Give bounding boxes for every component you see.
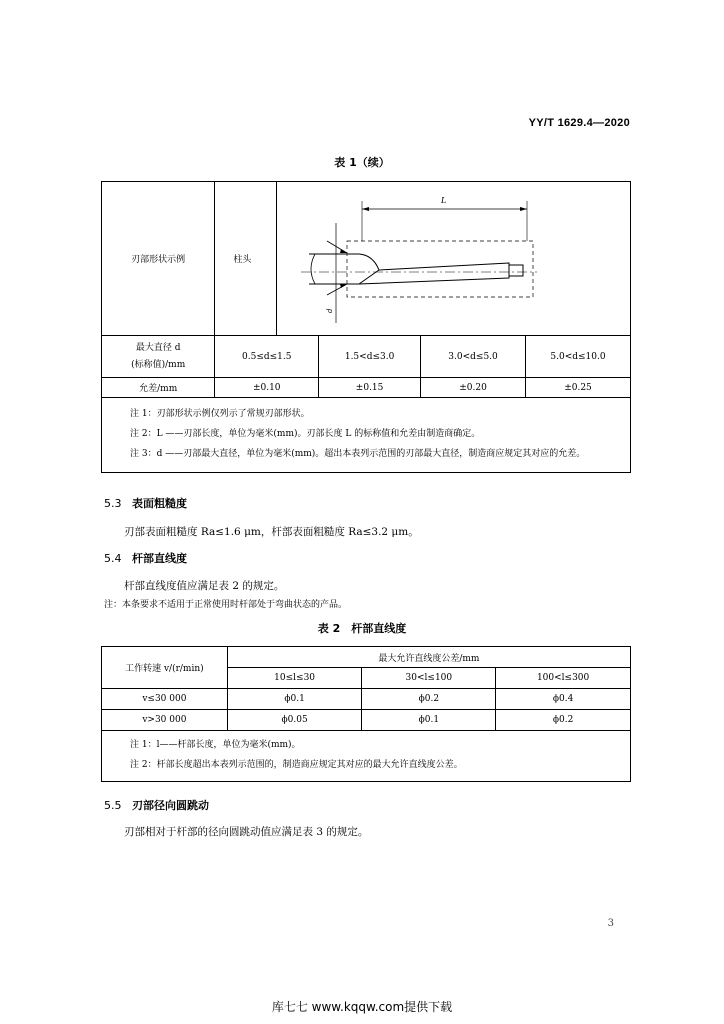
value-cell: ϕ0.1 <box>362 710 496 731</box>
section-5-5-heading <box>104 797 209 813</box>
tolerance-4: ±0.25 <box>526 378 631 398</box>
tolerance-2: ±0.15 <box>319 378 421 398</box>
table1-note-1: 注 1：刃部形状示例仅列示了常规刃部形状。 <box>130 409 310 419</box>
tolerance-header: 最大允许直线度公差/mm <box>227 647 630 668</box>
speed-header: 工作转速 v/(r/min) <box>102 647 228 689</box>
value-cell: ϕ0.1 <box>227 689 362 710</box>
diameter-label-line1: 最大直径 d <box>135 342 181 353</box>
speed-cell: v>30 000 <box>102 710 228 731</box>
range-header-1: 10≤l≤30 <box>227 668 362 689</box>
section-5-5-title: 刃部径向圆跳动 <box>132 799 209 812</box>
table2-notes <box>102 731 631 782</box>
diameter-label <box>102 336 215 378</box>
table1-row-notes <box>102 398 631 473</box>
table2-caption: 表 2 杆部直线度 <box>317 622 407 635</box>
section-5-5-text: 刃部相对于杆部的径向圆跳动值应满足表 3 的规定。 <box>124 826 369 838</box>
table2 <box>101 646 631 782</box>
shape-label: 刃部形状示例 <box>102 182 215 336</box>
diameter-range-3: 3.0<d≤5.0 <box>421 336 526 378</box>
tolerance-3: ±0.20 <box>421 378 526 398</box>
dim-L-label: L <box>440 195 446 205</box>
shape-diagram-cell <box>277 182 631 336</box>
table1-caption: 表 1（续） <box>334 156 390 169</box>
tolerance-label: 允差/mm <box>102 378 215 398</box>
standard-code: YY/T 1629.4—2020 <box>528 117 630 129</box>
table2-header-row-1 <box>102 647 631 668</box>
diameter-label-line2: (标称值)/mm <box>131 359 186 370</box>
tolerance-1: ±0.10 <box>215 378 319 398</box>
table2-note-2: 注 2：杆部长度超出本表列示范围的，制造商应规定其对应的最大允许直线度公差。 <box>130 760 463 770</box>
section-5-3-heading <box>104 495 187 511</box>
shape-type: 柱头 <box>215 182 277 336</box>
table1-row-diameter <box>102 336 631 378</box>
table1-row-tolerance <box>102 378 631 398</box>
range-header-3: 100<l≤300 <box>496 668 631 689</box>
speed-cell: v≤30 000 <box>102 689 228 710</box>
table1-row-shape <box>102 182 631 336</box>
value-cell: ϕ0.2 <box>362 689 496 710</box>
table-row <box>102 689 631 710</box>
section-5-3-text: 刃部表面粗糙度 Ra≤1.6 μm，杆部表面粗糙度 Ra≤3.2 μm。 <box>124 526 419 538</box>
table1-note-3: 注 3：d ——刃部最大直径，单位为毫米(mm)。超出本表列示范围的刃部最大直径，制造商应规定其对应的允差。 <box>130 449 586 459</box>
footer-source[interactable]: 库七七 www.kqqw.com提供下载 <box>271 1000 453 1014</box>
diameter-range-4: 5.0<d≤10.0 <box>526 336 631 378</box>
section-5-3-title: 表面粗糙度 <box>132 497 187 510</box>
section-5-4-heading <box>104 550 187 566</box>
table1-note-2: 注 2：L ——刃部长度，单位为毫米(mm)。刃部长度 L 的标称值和允差由制造商确定。 <box>130 429 481 439</box>
diameter-range-1: 0.5≤d≤1.5 <box>215 336 319 378</box>
page-number: 3 <box>607 918 614 929</box>
range-header-2: 30<l≤100 <box>362 668 496 689</box>
dim-d-label: d <box>325 308 334 313</box>
section-5-4-title: 杆部直线度 <box>132 552 187 565</box>
table2-row-notes <box>102 731 631 782</box>
column-head-blade-diagram <box>289 183 619 335</box>
section-5-4-number: 5.4 <box>104 552 122 565</box>
value-cell: ϕ0.05 <box>227 710 362 731</box>
table1 <box>101 181 631 473</box>
diameter-range-2: 1.5<d≤3.0 <box>319 336 421 378</box>
section-5-3-number: 5.3 <box>104 497 122 510</box>
section-5-4-text: 杆部直线度值应满足表 2 的规定。 <box>124 580 285 592</box>
table1-notes <box>102 398 631 473</box>
value-cell: ϕ0.4 <box>496 689 631 710</box>
section-5-5-number: 5.5 <box>104 799 122 812</box>
table-row <box>102 710 631 731</box>
table2-note-1: 注 1：l——杆部长度，单位为毫米(mm)。 <box>130 740 301 750</box>
section-5-4-note: 注：本条要求不适用于正常使用时杆部处于弯曲状态的产品。 <box>104 600 348 610</box>
value-cell: ϕ0.2 <box>496 710 631 731</box>
